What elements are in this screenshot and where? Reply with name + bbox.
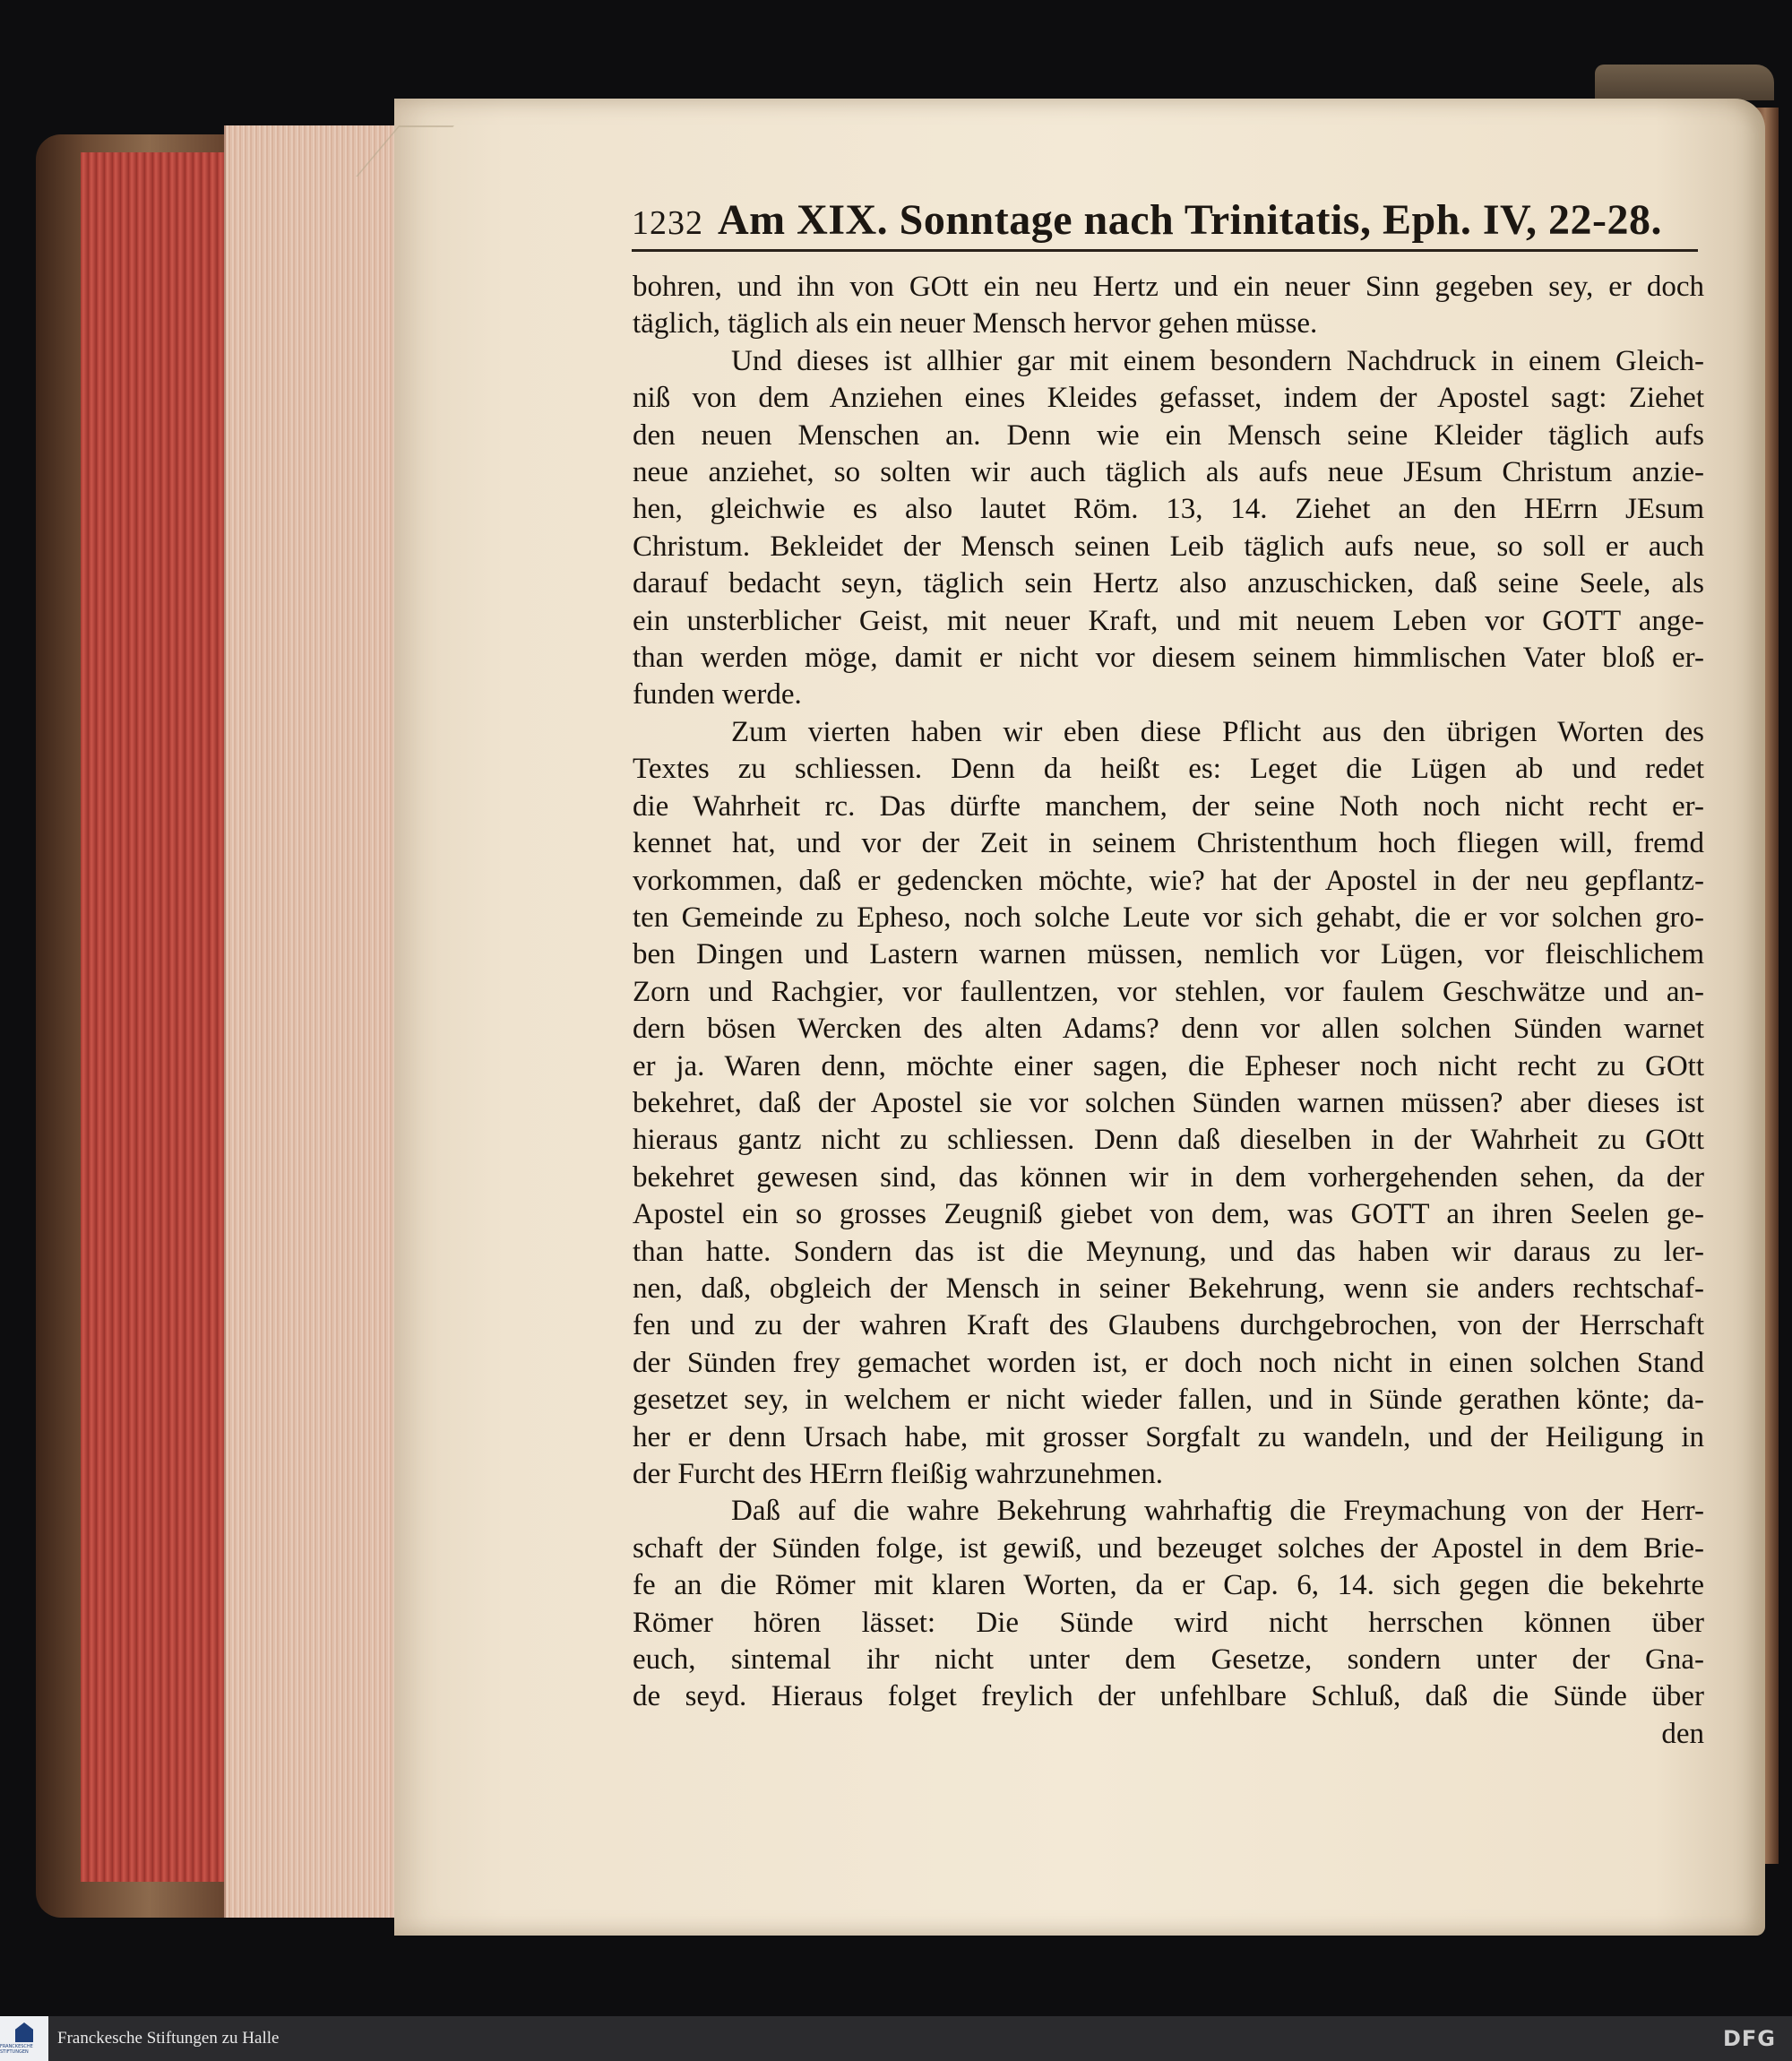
- text-line: bekehret, daß der Apostel sie vor solchen Sünden warnen müssen? aber dieses ist: [633, 1086, 1704, 1119]
- text-line: hen, gleichwie es also lautet Röm. 13, 14. Ziehet an den HErrn JEsum: [633, 493, 1704, 526]
- institution-name[interactable]: Franckesche Stiftungen zu Halle: [57, 2029, 280, 2048]
- text-line: kennet hat, und vor der Zeit in seinem Christenthum hoch fliegen will, fremd: [633, 827, 1704, 860]
- text-line: ten Gemeinde zu Epheso, noch solche Leute vor sich gehabt, die er vor solchen gro-: [633, 901, 1704, 934]
- text-line: her er denn Ursach habe, mit grosser Sorgfalt zu wandeln, und der Heiligung in: [633, 1420, 1704, 1453]
- text-line: der Sünden frey gemachet worden ist, er doch noch nicht in einen solchen Stand: [633, 1346, 1704, 1379]
- text-line: dern bösen Wercken des alten Adams? denn vor allen solchen Sünden warnet: [633, 1013, 1704, 1046]
- text-line: schaft der Sünden folge, ist gewiß, und bezeuget solches der Apostel in dem Brie-: [633, 1531, 1704, 1565]
- catchword: den: [1661, 1717, 1704, 1750]
- institution-logo-icon: [15, 2022, 33, 2042]
- text-line: euch, sintemal ihr nicht unter dem Gesetze, sondern unter der Gna-: [633, 1643, 1704, 1677]
- text-line: than werden möge, damit er nicht vor diesem seinem himmlischen Vater bloß er-: [633, 642, 1704, 675]
- text-line: Apostel ein so grosses Zeugniß giebet von dem, was GOTT an ihren Seelen ge-: [633, 1198, 1704, 1231]
- text-line: Zorn und Rachgier, vor faullentzen, vor stehlen, vor faulem Geschwätze und an-: [633, 975, 1704, 1008]
- text-line: Daß auf die wahre Bekehrung wahrhaftig die Freymachung von der Herr-: [731, 1495, 1704, 1528]
- text-line: ein unsterblicher Geist, mit neuer Kraft, und mit neuem Leben vor GOTT ange-: [633, 604, 1704, 637]
- red-page-edge: [81, 152, 227, 1882]
- text-line: niß von dem Anziehen eines Kleides gefasset, indem der Apostel sagt: Ziehet: [633, 382, 1704, 415]
- text-line: er ja. Waren denn, möchte einer sagen, die Epheser noch nicht recht zu GOtt: [633, 1049, 1704, 1082]
- text-line: darauf bedacht seyn, täglich sein Hertz also anzuschicken, daß seine Seele, als: [633, 567, 1704, 600]
- text-line: Und dieses ist allhier gar mit einem besondern Nachdruck in einem Gleich-: [731, 344, 1704, 377]
- text-line: nen, daß, obgleich der Mensch in seiner Bekehrung, wenn sie anders rechtschaf-: [633, 1272, 1704, 1305]
- text-line: than hatte. Sondern das ist die Meynung, und das haben wir daraus zu ler-: [633, 1235, 1704, 1268]
- dfg-logo[interactable]: DFG: [1722, 2026, 1776, 2051]
- text-line: der Furcht des HErrn fleißig wahrzunehmen.: [633, 1458, 1163, 1490]
- institution-logo[interactable]: [0, 2016, 48, 2061]
- text-line: bohren, und ihn von GOtt ein neu Hertz und ein neuer Sinn gegeben sey, er doch: [633, 271, 1704, 303]
- body-text: [633, 269, 1704, 1753]
- text-line: neue anziehet, so solten wir auch täglich als aufs neue JEsum Christum anzie-: [633, 456, 1704, 489]
- running-head: Am XIX. Sonntage nach Trinitatis, Eph. IV, 22-28.: [718, 196, 1663, 244]
- text-line: de seyd. Hieraus folget freylich der unfehlbare Schluß, daß die Sünde über: [633, 1680, 1704, 1713]
- text-line: hieraus gantz nicht zu schliessen. Denn daß dieselben in der Wahrheit zu GOtt: [633, 1124, 1704, 1157]
- page-stack: [224, 125, 405, 1918]
- text-line: die Wahrheit rc. Das dürfte manchem, der seine Noth noch nicht recht er-: [633, 789, 1704, 823]
- book-headband: [1595, 65, 1774, 100]
- text-line: vorkommen, daß er gedencken möchte, wie? hat der Apostel in der neu gepflantz-: [633, 864, 1704, 897]
- text-line: täglich, täglich als ein neuer Mensch hervor gehen müsse.: [633, 307, 1318, 341]
- text-line: Zum vierten haben wir eben diese Pflicht aus den übrigen Worten des: [731, 715, 1704, 748]
- page-header: [632, 195, 1698, 252]
- page-number: 1232: [632, 204, 703, 242]
- logo-text: FRANCKESCHE STIFTUNGEN: [0, 2044, 33, 2055]
- text-line: bekehret gewesen sind, das können wir in dem vorhergehenden sehen, da der: [633, 1160, 1704, 1194]
- text-line: Römer hören lässet: Die Sünde wird nicht herrschen können über: [633, 1606, 1704, 1639]
- text-line: Textes zu schliessen. Denn da heißt es: Leget die Lügen ab und redet: [633, 753, 1704, 786]
- text-line: gesetzet sey, in welchem er nicht wieder fallen, und in Sünde gerathen könte; da-: [633, 1384, 1704, 1417]
- text-line: funden werde.: [633, 678, 802, 711]
- text-line: Christum. Bekleidet der Mensch seinen Leib täglich aufs neue, so soll er auch: [633, 530, 1704, 563]
- text-line: fen und zu der wahren Kraft des Glaubens durchgebrochen, von der Herrschaft: [633, 1309, 1704, 1342]
- text-line: fe an die Römer mit klaren Worten, da er Cap. 6, 14. sich gegen die bekehrte: [633, 1569, 1704, 1602]
- viewer-footer: [0, 2016, 1792, 2061]
- text-line: ben Dingen und Lastern warnen müssen, nemlich vor Lügen, vor fleischlichem: [633, 938, 1704, 971]
- text-line: den neuen Menschen an. Denn wie ein Mensch seine Kleider täglich aufs: [633, 418, 1704, 452]
